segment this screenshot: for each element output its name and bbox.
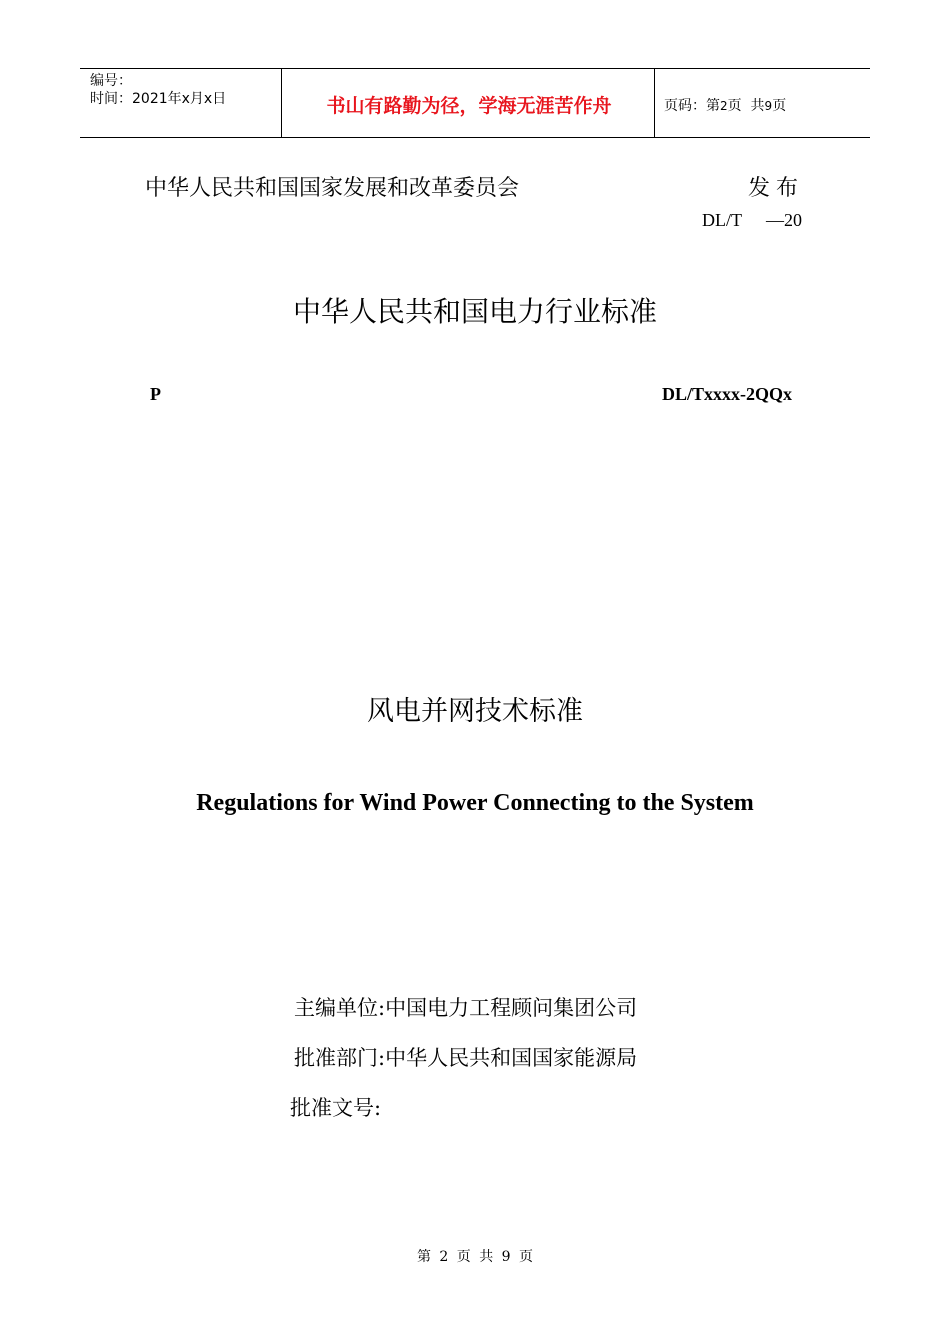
code-prefix: DL/T (702, 210, 742, 230)
document-title-cn: 风电并网技术标准 (367, 696, 583, 727)
p-mark: P (150, 384, 161, 404)
page-end: 页 (772, 98, 787, 114)
time-label: 时间：2021年x月x日 (90, 91, 227, 107)
code-small (702, 210, 802, 231)
page-footer: 第 2 页 共 9 页 (416, 1249, 534, 1265)
standard-title: 中华人民共和国电力行业标准 (292, 295, 657, 328)
header-page-info (664, 95, 786, 115)
page-current: 2 (720, 99, 728, 113)
page-label: 页码：第 (664, 98, 720, 114)
document-title-en: Regulations for Wind Power Connecting to the System (196, 790, 754, 816)
standard-code: DL/Txxxx-2QQx (662, 384, 793, 404)
header-meta (90, 72, 226, 108)
header-table (80, 68, 870, 138)
number-label: 编号： (90, 73, 132, 89)
code-suffix: —20 (766, 210, 802, 230)
page-total: 9 (764, 99, 773, 113)
publish-label: 发布 (748, 176, 805, 201)
editor-unit: 主编单位:中国电力工程顾问集团公司 (294, 996, 638, 1020)
approval-department: 批准部门:中华人民共和国国家能源局 (294, 1046, 638, 1070)
approval-number: 批准文号: (290, 1096, 382, 1120)
page-mid: 页 共 (727, 98, 765, 114)
issuer-name: 中华人民共和国国家发展和改革委员会 (145, 176, 520, 201)
header-motto: 书山有路勤为径，学海无涯苦作舟 (326, 95, 612, 117)
